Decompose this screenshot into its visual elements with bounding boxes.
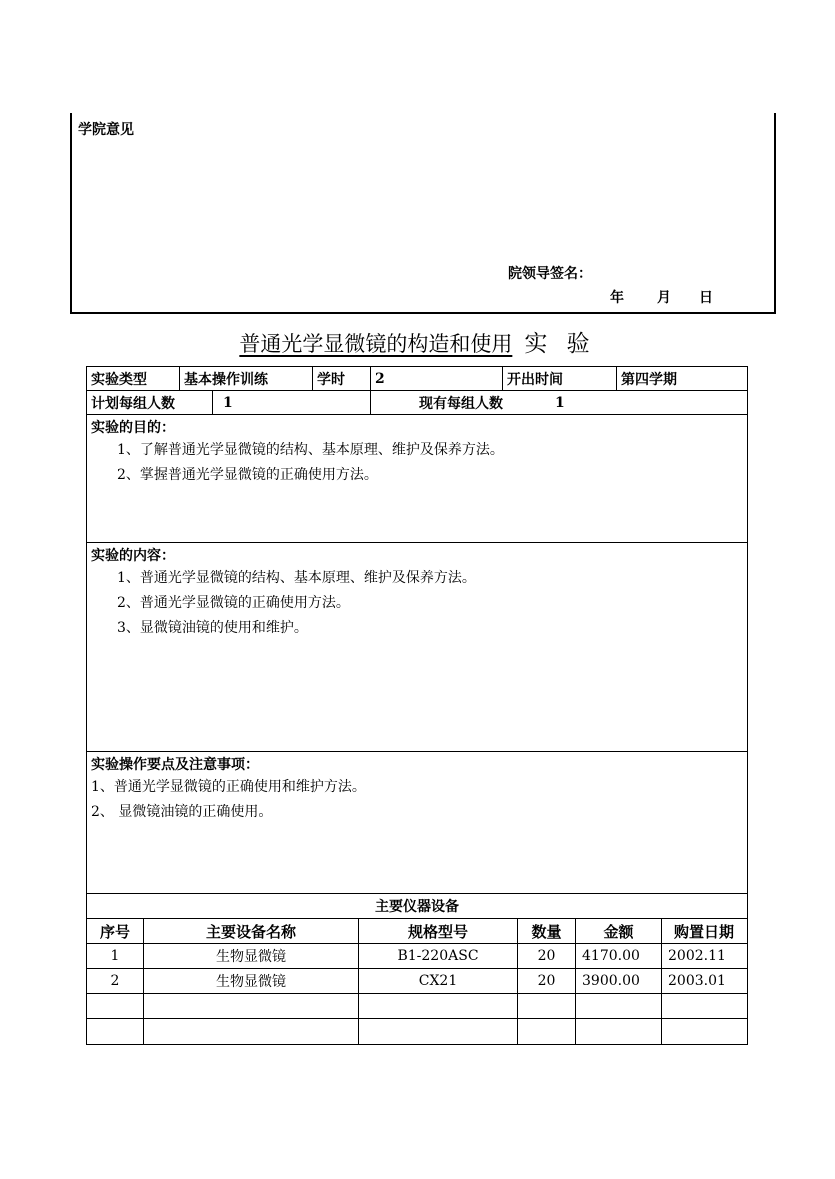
experiment-type-label: 实验类型 [87,367,180,390]
equipment-header-row [87,919,747,944]
planned-group-size-value: 1 [213,391,371,414]
row-amount [576,994,662,1018]
planned-group-size-label: 计划每组人数 [87,391,213,414]
info-row-1 [87,367,747,391]
notes-heading: 实验操作要点及注意事项： [91,757,259,773]
date-day-label: 日 [699,290,713,306]
table-row [87,1019,747,1044]
table-row [87,969,747,994]
header-name: 主要设备名称 [144,919,359,943]
row-quantity: 20 [518,969,576,993]
header-model: 规格型号 [359,919,518,943]
purpose-section [87,415,747,543]
college-opinion-label: 学院意见 [78,122,134,138]
notes-line: 2、 显微镜油镜的正确使用。 [91,804,273,820]
experiment-title-suffix: 实 验 [524,331,596,357]
row-model [359,994,518,1018]
row-purchase-date: 2003.01 [668,973,726,989]
leader-signature-label: 院领导签名： [508,266,592,282]
open-time-value: 第四学期 [621,371,677,388]
row-name [144,994,359,1018]
header-amount: 金额 [576,919,662,943]
row-index [87,1019,144,1044]
row-index: 1 [87,944,144,968]
experiment-title-main: 普通光学显微镜的构造和使用 [239,332,513,356]
notes-line: 1、普通光学显微镜的正确使用和维护方法。 [91,779,366,795]
header-index: 序号 [87,919,144,943]
row-index: 2 [87,969,144,993]
row-quantity: 20 [518,944,576,968]
row-name [144,1019,359,1044]
row-model: CX21 [359,969,518,993]
row-amount: 4170.00 [576,944,662,968]
experiment-sheet [86,366,748,1045]
purpose-line: 2、掌握普通光学显微镜的正确使用方法。 [117,467,378,483]
row-amount [576,1019,662,1044]
date-year-label: 年 [610,290,624,306]
content-section [87,543,747,752]
experiment-title [0,325,835,358]
row-purchase-date [662,994,746,1018]
notes-section [87,752,747,894]
content-line: 3、显微镜油镜的使用和维护。 [117,620,308,636]
row-name: 生物显微镜 [144,944,359,968]
college-opinion-box [70,113,776,314]
header-quantity: 数量 [518,919,576,943]
row-quantity [518,1019,576,1044]
date-month-label: 月 [657,290,671,306]
current-group-size-value: 1 [555,394,565,411]
info-row-2 [87,391,747,415]
experiment-type-value: 基本操作训练 [180,367,313,390]
row-purchase-date [662,1019,746,1044]
equipment-table [87,919,747,1044]
row-amount: 3900.00 [576,969,662,993]
content-line: 1、普通光学显微镜的结构、基本原理、维护及保养方法。 [117,570,476,586]
equipment-title: 主要仪器设备 [87,894,747,919]
table-row [87,994,747,1019]
content-line: 2、普通光学显微镜的正确使用方法。 [117,595,350,611]
hours-value: 2 [371,367,503,390]
header-purchase-date: 购置日期 [673,922,734,941]
purpose-heading: 实验的目的： [91,420,175,436]
row-quantity [518,994,576,1018]
hours-label: 学时 [313,367,371,390]
row-model [359,1019,518,1044]
row-model: B1-220ASC [359,944,518,968]
row-purchase-date: 2002.11 [668,948,726,964]
open-time-label: 开出时间 [503,367,617,390]
purpose-line: 1、了解普通光学显微镜的结构、基本原理、维护及保养方法。 [117,442,504,458]
row-name: 生物显微镜 [144,969,359,993]
content-heading: 实验的内容： [91,548,175,564]
table-row [87,944,747,969]
current-group-size-label: 现有每组人数 [419,395,503,412]
row-index [87,994,144,1018]
